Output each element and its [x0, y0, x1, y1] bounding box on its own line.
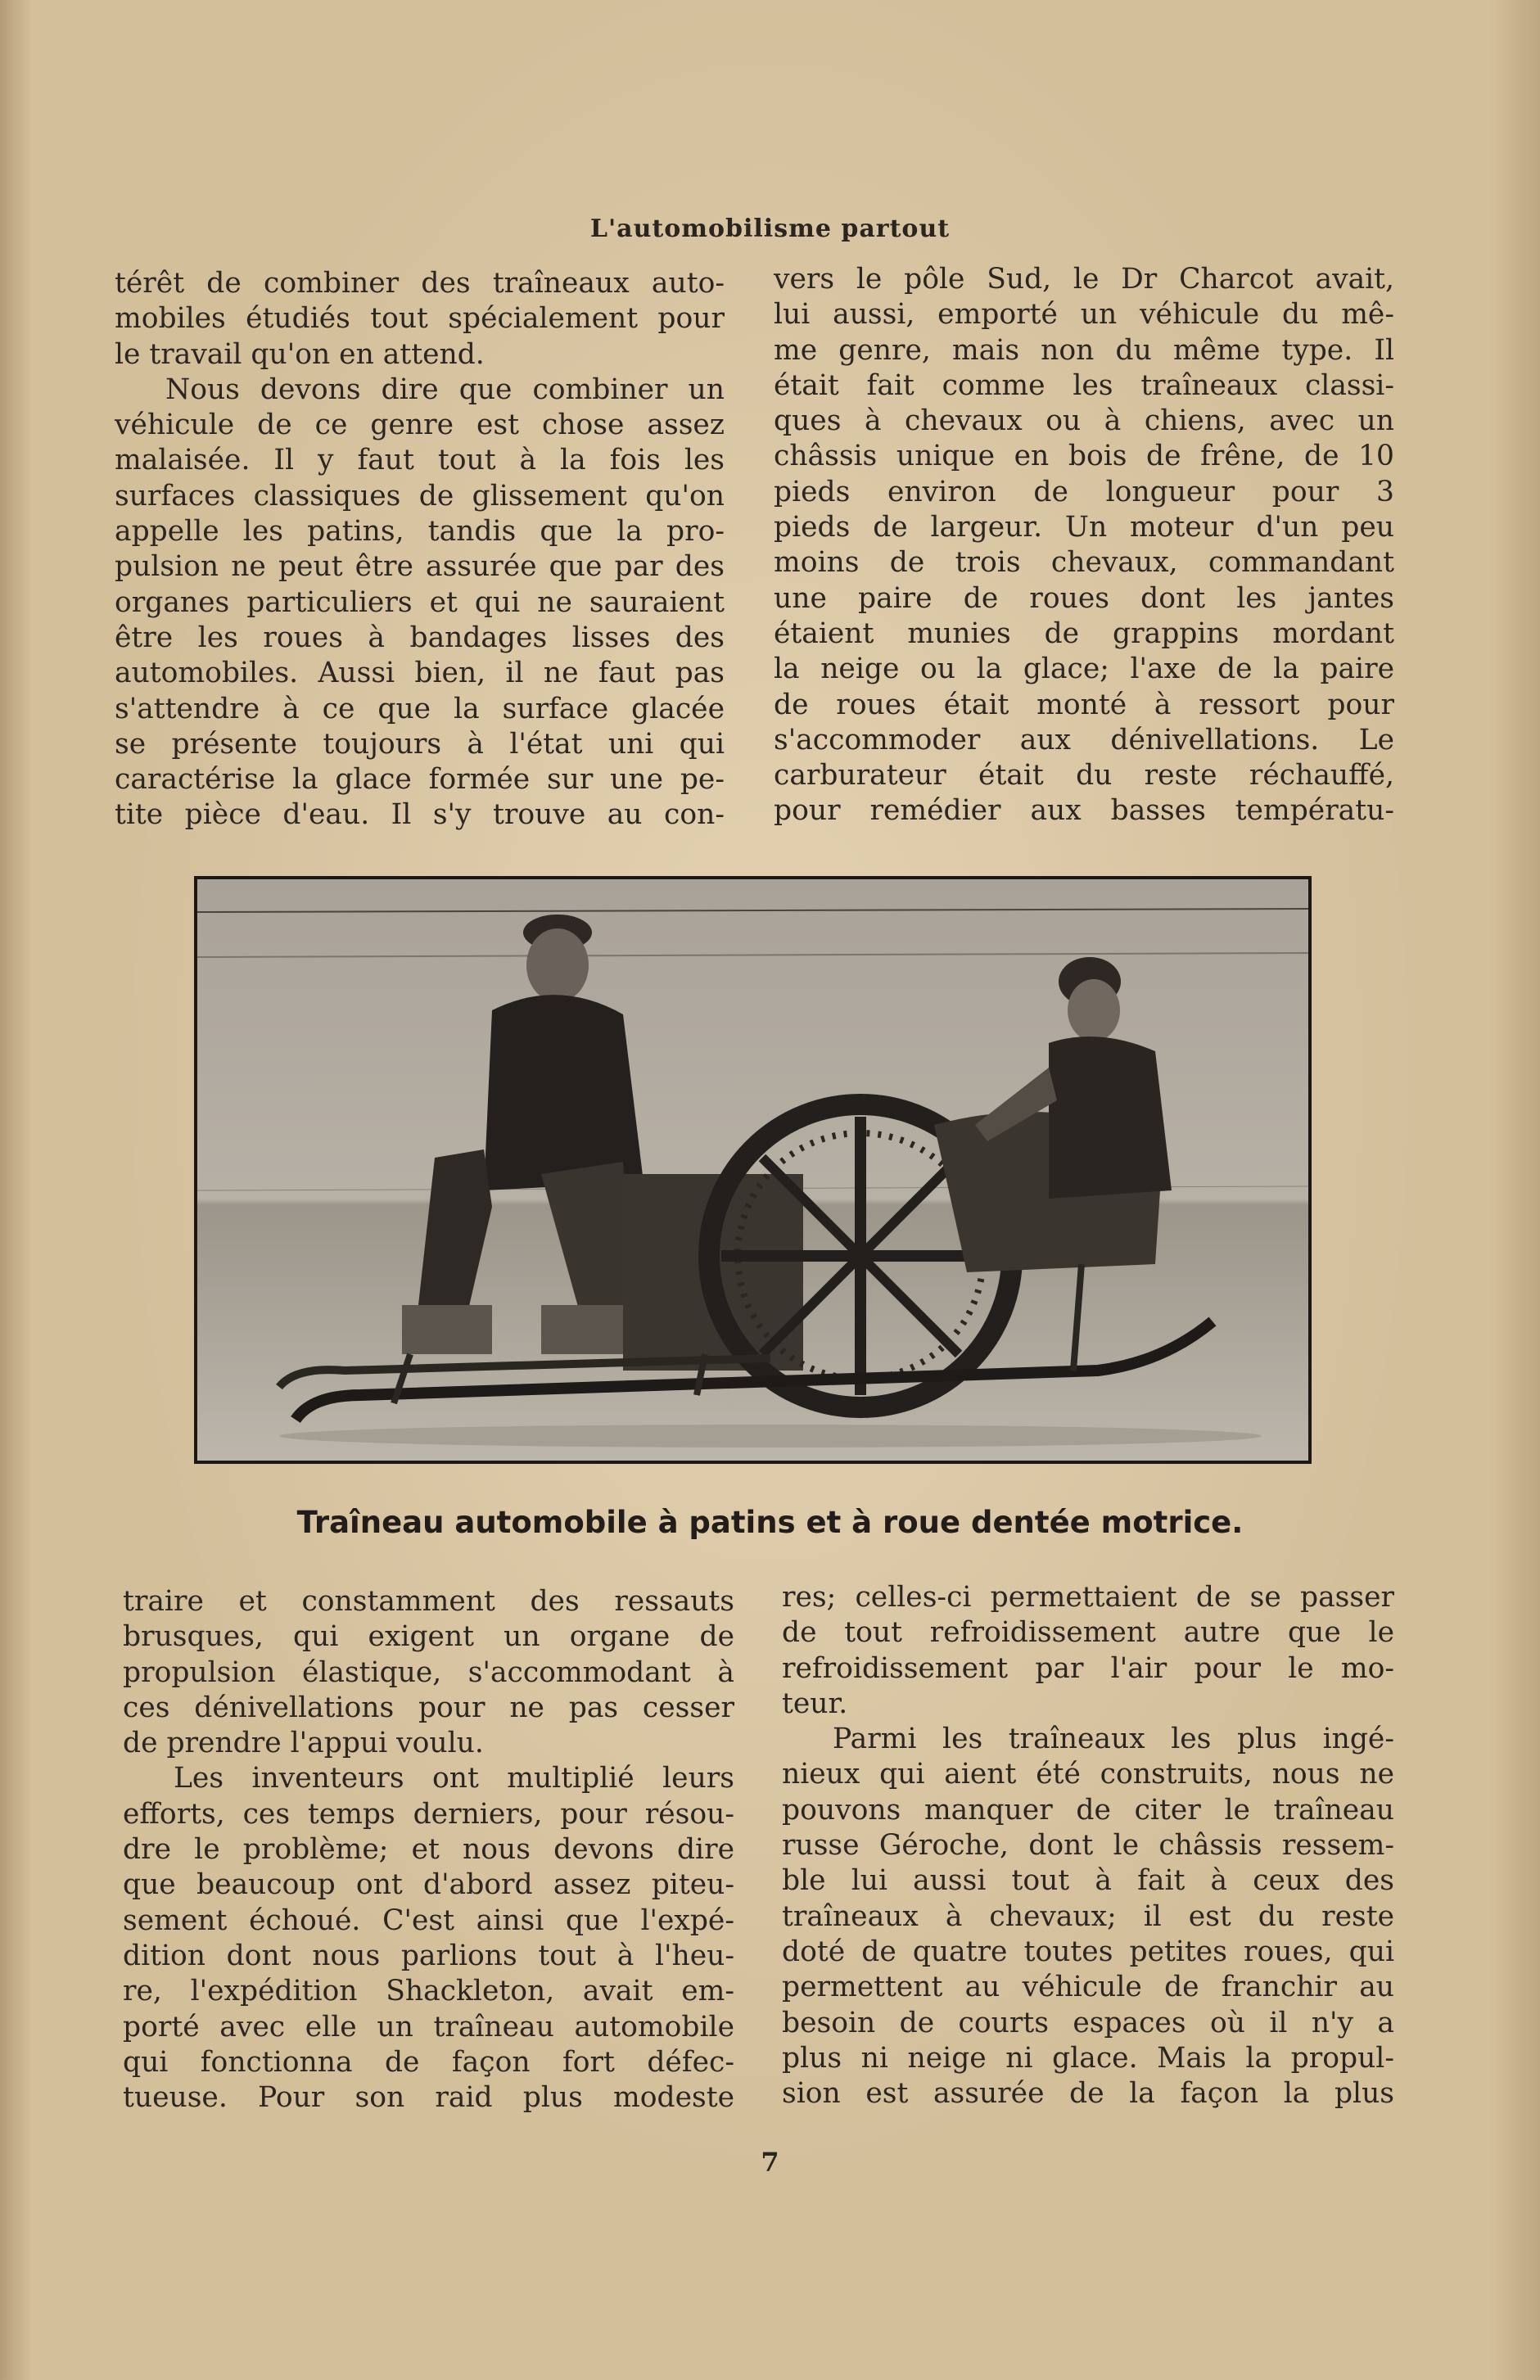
text-line: ble lui aussi tout à fait à ceux des	[782, 1864, 1394, 1898]
text-line: propulsion élastique, s'accommodant à	[123, 1655, 734, 1689]
text-line: était fait comme les traîneaux classi-	[774, 368, 1394, 402]
text-line: brusques, qui exigent un organe de	[123, 1620, 734, 1654]
text-line: pieds de largeur. Un moteur d'un peu	[774, 511, 1394, 544]
text-line: Nous devons dire que combiner un	[165, 373, 725, 406]
text-line: surfaces classiques de glissement qu'on	[115, 479, 725, 513]
text-line: la neige ou la glace; l'axe de la paire	[774, 653, 1394, 686]
text-line: caractérise la glace formée sur une pe-	[115, 763, 725, 797]
text-line: Parmi les traîneaux les plus ingé-	[833, 1723, 1394, 1756]
text-column-top-left	[115, 266, 725, 833]
text-line: sion est assurée de la façon la plus	[782, 2077, 1394, 2111]
text-line: res; celles-ci permettaient de se passer	[782, 1581, 1394, 1614]
text-line: porté avec elle un traîneau automobile	[123, 2010, 734, 2044]
text-line: une paire de roues dont les jantes	[774, 581, 1394, 615]
text-line: teur.	[782, 1687, 848, 1720]
text-line: plus ni neige ni glace. Mais la propul-	[782, 2041, 1394, 2075]
text-line: besoin de courts espaces où il n'y a	[782, 2006, 1394, 2039]
text-line: doté de quatre toutes petites roues, qui	[782, 1935, 1394, 1968]
page-number: 7	[761, 2147, 779, 2178]
text-line: tite pièce d'eau. Il s'y trouve au con-	[115, 798, 725, 832]
text-line: se présente toujours à l'état uni qui	[115, 727, 725, 761]
text-line: refroidissement par l'air pour le mo-	[782, 1651, 1394, 1685]
text-line: térêt de combiner des traîneaux auto-	[115, 267, 725, 300]
text-line: de tout refroidissement autre que le	[782, 1616, 1394, 1650]
sled-photo-illustration	[197, 879, 1308, 1461]
photo-caption: Traîneau automobile à patins et à roue dentée motrice.	[296, 1505, 1244, 1540]
text-line: automobiles. Aussi bien, il ne faut pas	[115, 657, 725, 690]
text-line: permettent au véhicule de franchir au	[782, 1971, 1394, 2004]
text-line: me genre, mais non du même type. Il	[774, 333, 1394, 367]
text-column-bottom-left	[123, 1584, 734, 2116]
text-line: étaient munies de grappins mordant	[774, 616, 1394, 650]
text-line: être les roues à bandages lisses des	[115, 621, 725, 654]
running-head: L'automobilisme partout	[589, 215, 951, 243]
text-line: de prendre l'appui voulu.	[123, 1727, 484, 1760]
text-line: lui aussi, emporté un véhicule du mê-	[774, 298, 1394, 332]
text-line: malaisée. Il y faut tout à la fois les	[115, 444, 725, 477]
text-line: pouvons manquer de citer le traîneau	[782, 1793, 1394, 1827]
text-line: organes particuliers et qui ne sauraient	[115, 585, 725, 619]
text-line: pulsion ne peut être assurée que par des	[115, 550, 725, 584]
text-line: châssis unique en bois de frêne, de 10	[774, 440, 1394, 473]
text-line: traîneaux à chevaux; il est du reste	[782, 1899, 1394, 1933]
text-line: moins de trois chevaux, commandant	[774, 546, 1394, 580]
text-line: s'accommoder aux dénivellations. Le	[774, 723, 1394, 756]
text-line: nieux qui aient été construits, nous ne	[782, 1758, 1394, 1791]
text-line: dre le problème; et nous devons dire	[123, 1833, 734, 1867]
text-line: Les inventeurs ont multiplié leurs	[174, 1762, 734, 1795]
text-line: tueuse. Pour son raid plus modeste	[123, 2081, 734, 2115]
text-line: dition dont nous parlions tout à l'heu-	[123, 1939, 734, 1972]
text-column-top-right	[774, 262, 1394, 829]
text-line: carburateur était du reste réchauffé,	[774, 759, 1394, 793]
text-line: mobiles étudiés tout spécialement pour	[115, 302, 725, 336]
text-line: véhicule de ce genre est chose assez	[115, 409, 725, 442]
text-column-bottom-right	[782, 1580, 1394, 2111]
text-line: re, l'expédition Shackleton, avait em-	[123, 1975, 734, 2008]
text-line: traire et constamment des ressauts	[123, 1585, 734, 1618]
text-line: qui fonctionna de façon fort défec-	[123, 2045, 734, 2079]
text-line: pour remédier aux basses températu-	[774, 794, 1394, 828]
text-line: efforts, ces temps derniers, pour résou-	[123, 1797, 734, 1831]
text-line: ques à chevaux ou à chiens, avec un	[774, 404, 1394, 438]
text-line: le travail qu'on en attend.	[115, 337, 485, 371]
text-line: que beaucoup ont d'abord assez piteu-	[123, 1868, 734, 1902]
text-line: s'attendre à ce que la surface glacée	[115, 692, 725, 725]
text-line: ces dénivellations pour ne pas cesser	[123, 1691, 734, 1724]
text-line: russe Géroche, dont le châssis ressem-	[782, 1829, 1394, 1863]
text-line: vers le pôle Sud, le Dr Charcot avait,	[774, 263, 1394, 296]
text-line: de roues était monté à ressort pour	[774, 688, 1394, 721]
text-line: appelle les patins, tandis que la pro-	[115, 515, 725, 549]
text-line: sement échoué. C'est ainsi que l'expé-	[123, 1904, 734, 1937]
text-line: pieds environ de longueur pour 3	[774, 475, 1394, 508]
sled-photograph	[194, 876, 1312, 1464]
